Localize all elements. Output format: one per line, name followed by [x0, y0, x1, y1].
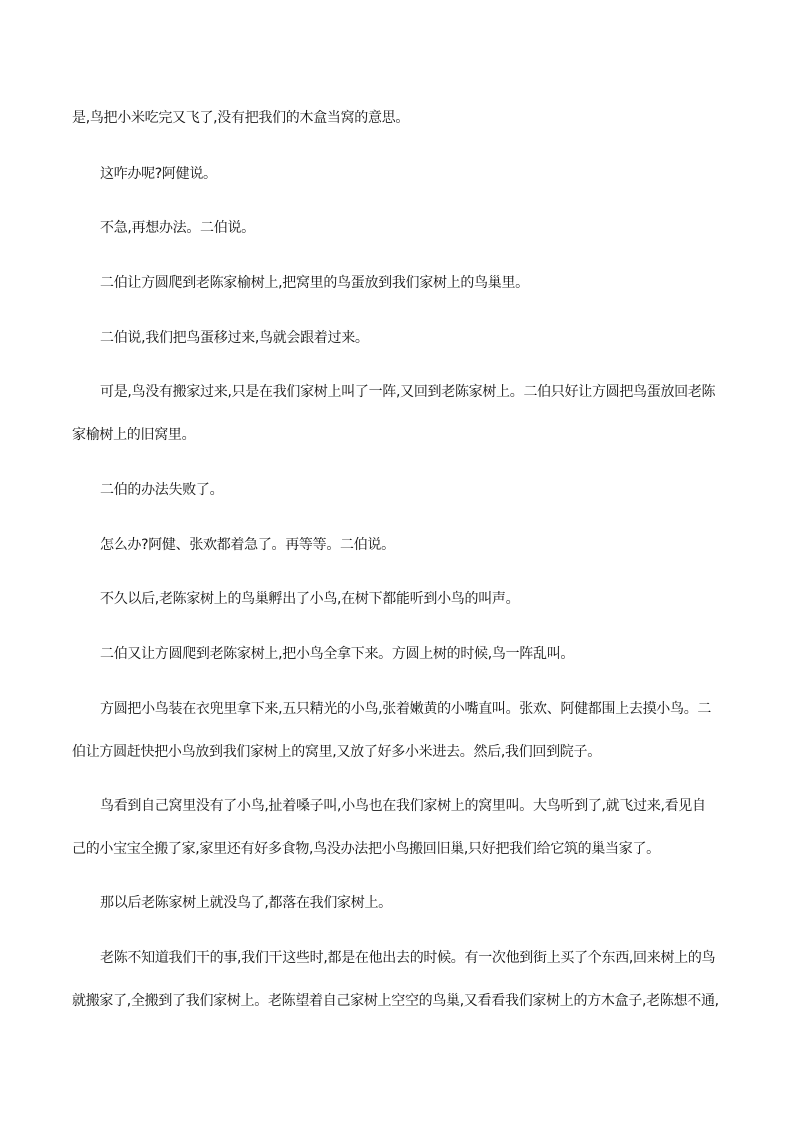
- text-line: 己的小宝宝全搬了家,家里还有好多食物,鸟没办法把小鸟搬回旧巢,只好把我们给它筑的巢当家了。: [72, 841, 660, 857]
- text-line: 就搬家了,全搬到了我们家树上。老陈望着自己家树上空空的鸟巢,又看看我们家树上的方木盒子,老陈想不通,: [72, 993, 719, 1009]
- text-line: 家榆树上的旧窝里。: [72, 427, 196, 443]
- text-line: 可是,鸟没有搬家过来,只是在我们家树上叫了一阵,又回到老陈家树上。二伯只好让方圆把鸟蛋放回老陈: [100, 384, 716, 400]
- text-line: 不久以后,老陈家树上的鸟巢孵出了小鸟,在树下都能听到小鸟的叫声。: [100, 591, 520, 607]
- text-line: 二伯的办法失败了。: [100, 482, 224, 498]
- text-line: 伯让方圆赶快把小鸟放到我们家树上的窝里,又放了好多小米进去。然后,我们回到院子。: [72, 744, 601, 760]
- text-line: 二伯让方圆爬到老陈家榆树上,把窝里的鸟蛋放到我们家树上的鸟巢里。: [100, 275, 529, 291]
- text-line: 鸟看到自己窝里没有了小鸟,扯着嗓子叫,小鸟也在我们家树上的窝里叫。大鸟听到了,就飞过来,看见自: [100, 798, 706, 814]
- text-line: 是,鸟把小米吃完又飞了,没有把我们的木盒当窝的意思。: [72, 110, 410, 126]
- text-line: 方圆把小鸟装在衣兜里拿下来,五只精光的小鸟,张着嫩黄的小嘴直叫。张欢、阿健都围上去摸小鸟。二: [100, 701, 712, 717]
- text-line: 那以后老陈家树上就没鸟了,都落在我们家树上。: [100, 895, 392, 911]
- text-line: 怎么办?阿健、张欢都着急了。再等等。二伯说。: [100, 537, 395, 553]
- text-line: 二伯又让方圆爬到老陈家树上,把小鸟全拿下来。方圆上树的时候,鸟一阵乱叫。: [100, 646, 575, 662]
- text-line: 这咋办呢?阿健说。: [100, 166, 217, 182]
- text-line: 二伯说,我们把鸟蛋移过来,鸟就会跟着过来。: [100, 330, 369, 346]
- text-line: 不急,再想办法。二伯说。: [100, 220, 255, 236]
- text-line: 老陈不知道我们干的事,我们干这些时,都是在他出去的时候。有一次他到街上买了个东西,回来树上的鸟: [100, 950, 716, 966]
